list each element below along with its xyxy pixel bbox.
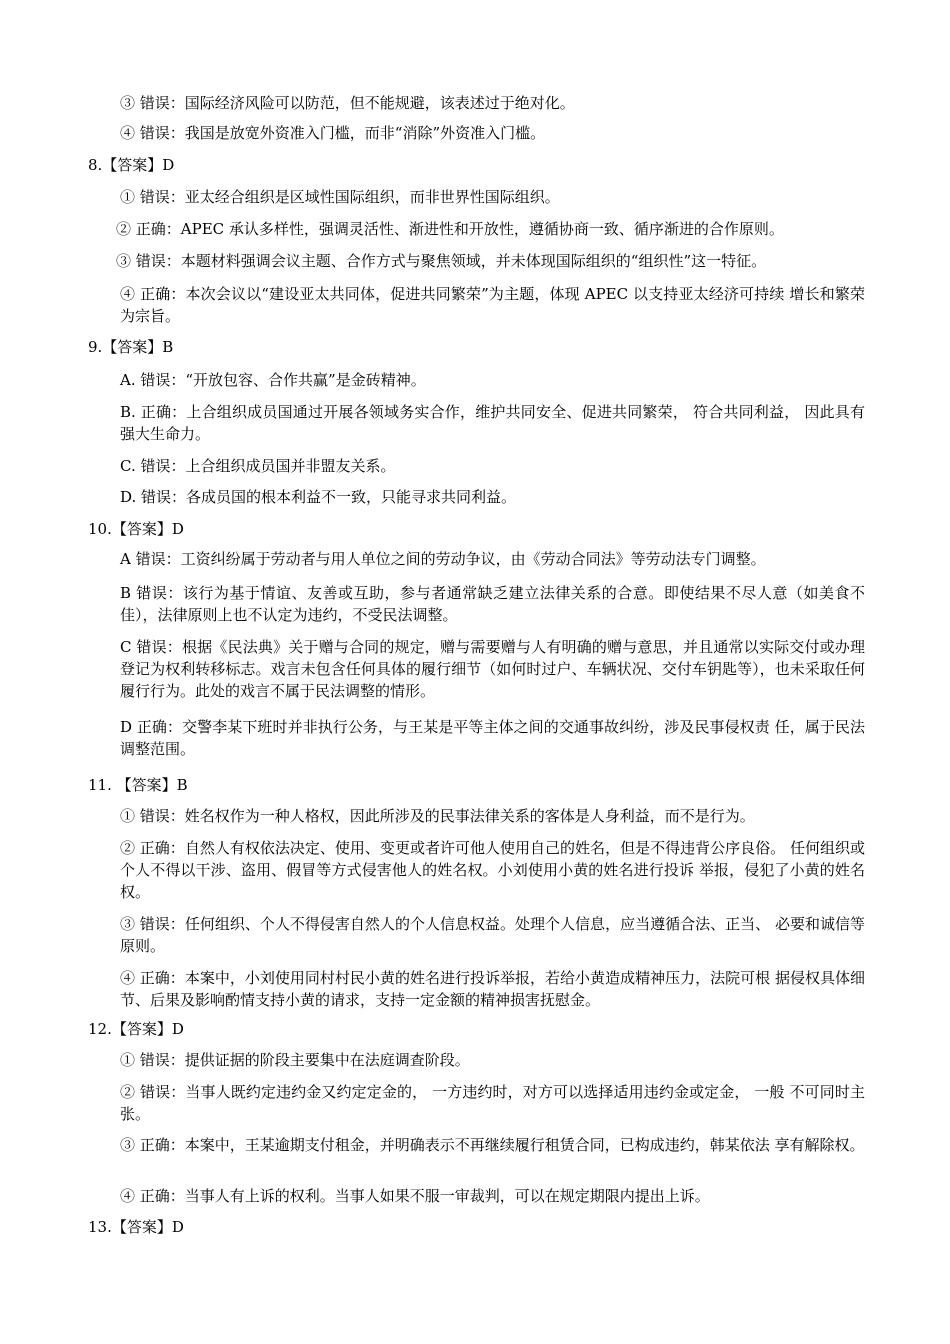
answer-heading-9: 9.【答案】B [88,338,174,356]
explanation-line: ① 错误：姓名权作为一种人格权，因此所涉及的民事法律关系的客体是人身利益，而不是行为。 [120,807,755,825]
explanation-paragraph: ③ 正确：本案中，王某逾期支付租金，并明确表示不再继续履行租赁合同，已构成违约，韩某依法 享有解除权。 [120,1136,865,1154]
explanation-line: ③ 错误：国际经济风险可以防范，但不能规避，该表述过于绝对化。 [120,94,575,112]
explanation-line: A. 错误：“开放包容、合作共赢”是金砖精神。 [120,371,426,389]
explanation-paragraph: ③ 错误：任何组织、个人不得侵害自然人的个人信息权益。处理个人信息，应当遵循合法、正当、 必要和诚信等原则。 [120,915,865,955]
explanation-line: A 错误：工资纠纷属于劳动者与用人单位之间的劳动争议，由《劳动合同法》等劳动法专门调整。 [120,550,766,568]
answer-heading-11: 11. 【答案】B [88,776,188,794]
explanation-paragraph: ② 正确：自然人有权依法决定、使用、变更或者许可他人使用自己的姓名，但是不得违背公序良俗。 任何组织或个人不得以干涉、盗用、假冒等方式侵害他人的姓名权。小刘使用小黄的姓名进行投诉 举报，侵犯了小黄的姓名权。 [120,839,865,901]
explanation-line: D. 错误：各成员国的根本利益不一致，只能寻求共同利益。 [120,488,517,506]
explanation-line: ④ 错误：我国是放宽外资准入门槛，而非“消除”外资准入门槛。 [120,124,546,142]
answer-heading-10: 10.【答案】D [88,520,184,538]
explanation-line: C. 错误：上合组织成员国并非盟友关系。 [120,457,396,475]
answer-heading-12: 12.【答案】D [88,1020,184,1038]
answer-heading-13: 13.【答案】D [88,1218,184,1236]
explanation-paragraph: B. 正确：上合组织成员国通过开展各领域务实合作，维护共同安全、促进共同繁荣， 符合共同利益， 因此具有强大生命力。 [120,403,865,443]
explanation-paragraph: ② 错误：当事人既约定违约金又约定定金的， 一方违约时，对方可以选择适用违约金或定金， 一般 不可同时主张。 [120,1083,865,1123]
explanation-line: ① 错误：亚太经合组织是区域性国际组织，而非世界性国际组织。 [120,188,560,206]
explanation-line: ① 错误：提供证据的阶段主要集中在法庭调查阶段。 [120,1051,470,1069]
explanation-paragraph: ④ 正确：本案中，小刘使用同村村民小黄的姓名进行投诉举报，若给小黄造成精神压力，法院可根 据侵权具体细节、后果及影响酌情支持小黄的请求，支持一定金额的精神损害抚慰金。 [120,969,865,1009]
explanation-line: ② 正确：APEC 承认多样性，强调灵活性、渐进性和开放性，遵循协商一致、循序渐进的合作原则。 [116,220,784,238]
explanation-line: ③ 错误：本题材料强调会议主题、合作方式与聚焦领域，并未体现国际组织的“组织性”这一特征。 [116,252,767,270]
explanation-paragraph: ④ 正确：本次会议以“建设亚太共同体，促进共同繁荣”为主题，体现 APEC 以支持亚太经济可持续 增长和繁荣为宗旨。 [120,285,865,325]
answer-heading-8: 8.【答案】D [88,156,175,174]
explanation-line: ④ 正确：当事人有上诉的权利。当事人如果不服一审裁判，可以在规定期限内提出上诉。 [120,1187,710,1205]
explanation-paragraph: D 正确：交警李某下班时并非执行公务，与王某是平等主体之间的交通事故纠纷，涉及民事侵权责 任，属于民法调整范围。 [120,718,865,758]
explanation-paragraph: C 错误：根据《民法典》关于赠与合同的规定，赠与需要赠与人有明确的赠与意思，并且通常以实际交付或办理登记为权利转移标志。戏言未包含任何具体的履行细节（如何时过户、车辆状况、交付车钥匙等），也未采取任何履行行为。此处的戏言不属于民法调整的情形。 [120,638,865,700]
explanation-paragraph: B 错误：该行为基于情谊、友善或互助，参与者通常缺乏建立法律关系的合意。即使结果不尽人意（如美食不佳），法律原则上也不认定为违约，不受民法调整。 [120,584,865,624]
